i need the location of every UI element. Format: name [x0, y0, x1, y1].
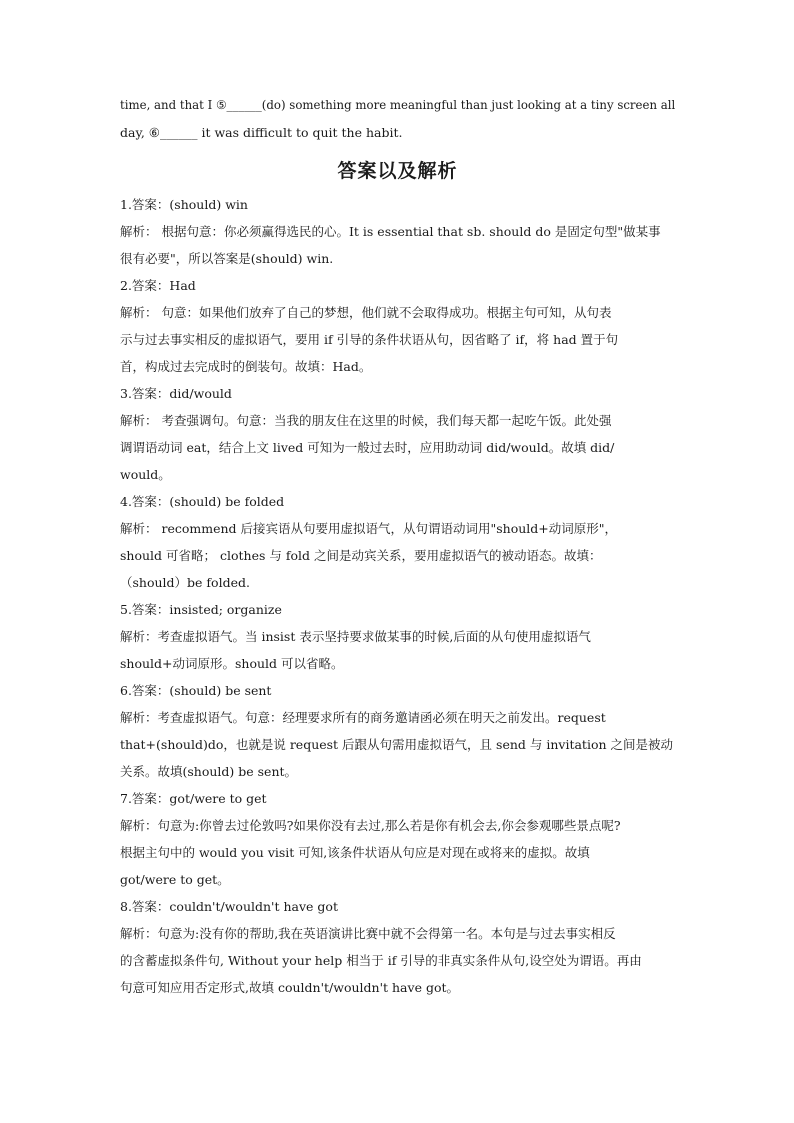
- analysis-line: 根据主句中的 would you visit 可知,该条件状语从句应是对现在或将来的虚拟。故填: [120, 845, 590, 860]
- analysis-line: 解析：考查虚拟语气。句意：经理要求所有的商务邀请函必须在明天之前发出。request: [120, 710, 606, 725]
- analysis-line: that+(should)do，也就是说 request 后跟从句需用虚拟语气，且 send 与 invitation 之间是被动: [120, 737, 673, 752]
- answer-line: 7.答案：got/were to get: [120, 791, 267, 806]
- analysis-line: 的含蓄虚拟条件句, Without your help 相当于 if 引导的非真实条件从句,设空处为谓语。再由: [120, 953, 642, 968]
- analysis-line: 解析：句意为:你曾去过伦敦吗?如果你没有去过,那么若是你有机会去,你会参观哪些景点呢?: [120, 818, 621, 833]
- analysis-line: should+动词原形。should 可以省略。: [120, 656, 344, 671]
- analysis-line: 关系。故填(should) be sent。: [120, 764, 298, 779]
- intro-line: time, and that I ⑤______(do) something more meaningful than just looking at a tiny screen all: [120, 98, 675, 112]
- answer-line: 4.答案：(should) be folded: [120, 494, 285, 509]
- analysis-line: 解析： recommend 后接宾语从句要用虚拟语气，从句谓语动词用"should+动词原形"，: [120, 521, 618, 536]
- answer-line: 3.答案：did/would: [120, 386, 232, 401]
- analysis-line: 解析： 根据句意：你必须赢得选民的心。It is essential that sb. should do 是固定句型"做某事: [120, 224, 661, 239]
- analysis-line: 解析：考查虚拟语气。当 insist 表示坚持要求做某事的时候,后面的从句使用虚拟语气: [120, 629, 591, 644]
- analysis-line: （should）be folded.: [120, 575, 250, 590]
- answer-line: 6.答案：(should) be sent: [120, 683, 272, 698]
- analysis-line: would。: [120, 467, 171, 482]
- analysis-line: 首，构成过去完成时的倒装句。故填：Had。: [120, 359, 372, 374]
- analysis-line: 句意可知应用否定形式,故填 couldn't/wouldn't have got。: [120, 980, 459, 995]
- answer-line: 2.答案：Had: [120, 278, 196, 293]
- analysis-line: 解析：句意为:没有你的帮助,我在英语演讲比赛中就不会得第一名。本句是与过去事实相反: [120, 926, 616, 941]
- analysis-line: 调谓语动词 eat，结合上文 lived 可知为一般过去时，应用助动词 did/would。故填 did/: [120, 440, 615, 455]
- analysis-line: should 可省略； clothes 与 fold 之间是动宾关系，要用虚拟语气的被动语态。故填：: [120, 548, 602, 563]
- analysis-line: 示与过去事实相反的虚拟语气，要用 if 引导的条件状语从句，因省略了 if，将 had 置于句: [120, 332, 619, 347]
- answer-line: 5.答案：insisted; organize: [120, 602, 282, 617]
- answer-line: 8.答案：couldn't/wouldn't have got: [120, 899, 338, 914]
- analysis-line: 解析： 考查强调句。句意：当我的朋友住在这里的时候，我们每天都一起吃午饭。此处强: [120, 413, 612, 428]
- analysis-line: 很有必要"，所以答案是(should) win.: [120, 251, 334, 266]
- section-title: 答案以及解析: [337, 160, 458, 182]
- page-content: [120, 92, 675, 1001]
- analysis-line: 解析： 句意：如果他们放弃了自己的梦想，他们就不会取得成功。根据主句可知，从句表: [120, 305, 612, 320]
- analysis-line: got/were to get。: [120, 872, 230, 887]
- answer-line: 1.答案：(should) win: [120, 197, 248, 212]
- intro-line: day, ⑥______ it was difficult to quit the habit.: [120, 125, 403, 140]
